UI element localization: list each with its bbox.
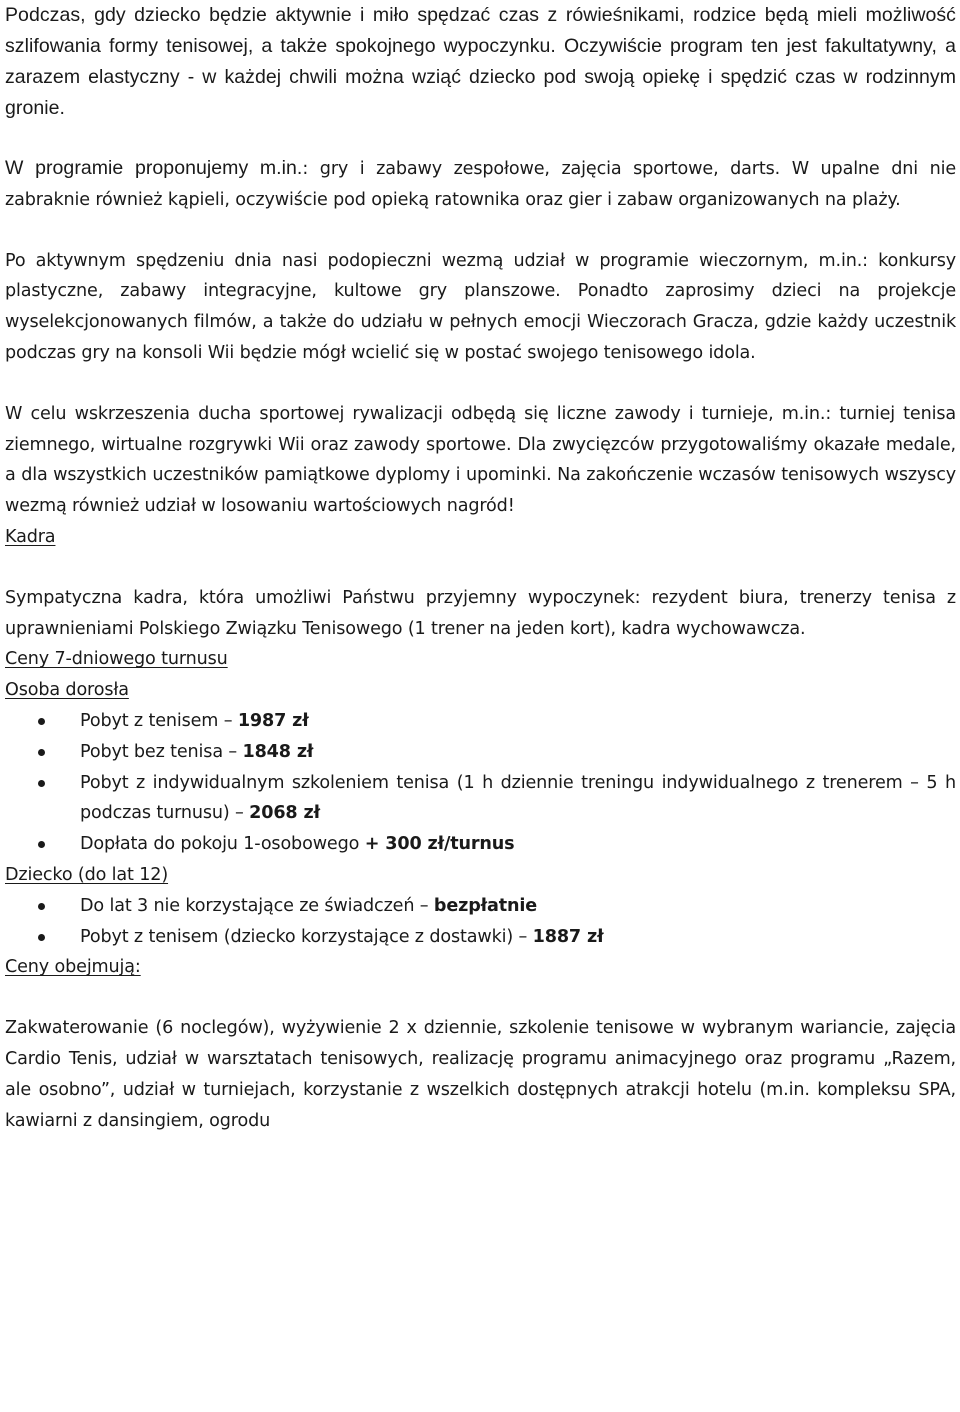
paragraph-program-offer-lead: W programie proponujemy m.in. xyxy=(5,157,303,179)
document-page xyxy=(5,0,956,1136)
heading-osoba-dorosla: Osoba dorosła xyxy=(5,680,129,701)
price-value: 2068 zł xyxy=(249,803,320,824)
paragraph-evening-program-text: Po aktywnym spędzeniu dnia nasi podopieczni wezmą udział w programie wieczornym, m.in.: konkursy plastyczne, zabawy integracyjne, kultowe gry planszowe. Ponadto zaprosimy dzieci na projekcje wyselekcjonowanych filmów, a także do udziału w pełnych emocji Wieczorach Gracza, gdzie każdy uczestnik podczas gry na konsoli Wii będzie mógł wcielić się w postać swojego tenisowego idola. xyxy=(5,250,956,363)
heading-ceny-obejmuja: Ceny obejmują: xyxy=(5,957,141,978)
heading-kadra: Kadra xyxy=(5,526,56,547)
paragraph-program-offer-text: : gry i zabawy zespołowe, zajęcia sportowe, darts. W upalne dni nie zabraknie również kąpieli, oczywiście pod opieką ratownika oraz gier i zabaw organizowanych na plaży. xyxy=(5,159,957,210)
paragraph-competitions xyxy=(5,399,956,522)
paragraph-kadra-text: Sympatyczna kadra, która umożliwi Państwu przyjemny wypoczynek: rezydent biura, trenerzy tenisa z uprawnieniami Polskiego Związku Tenisowego (1 trener na jeden kort), kadra wychowawcza. xyxy=(5,587,956,639)
price-item-label: Pobyt z tenisem – xyxy=(80,710,238,731)
paragraph-competitions-text: W celu wskrzeszenia ducha sportowej rywalizacji odbędą się liczne zawody i turnieje, m.in.: turniej tenisa ziemnego, wirtualne rozgrywki Wii oraz zawody sportowe. Dla zwycięzców przygotowaliśmy okazałe medale, a dla wszystkich uczestników pamiątkowe dyplomy i upominki. Na zakończenie wczasów tenisowych wszyscy wezmą również udział w losowaniu wartościowych nagród! xyxy=(5,403,956,517)
list-item xyxy=(5,922,956,953)
price-value: 1987 zł xyxy=(237,710,309,731)
paragraph-evening-program xyxy=(5,246,956,369)
bullet-icon xyxy=(38,780,45,787)
paragraph-ceny-obejmuja xyxy=(5,1013,956,1136)
price-item-label: Do lat 3 nie korzystające ze świadczeń – xyxy=(80,895,434,916)
paragraph-ceny-obejmuja-text: Zakwaterowanie (6 noclegów), wyżywienie 2 x dziennie, szkolenie tenisowe w wybranym wariancie, zajęcia Cardio Tenis, udział w warsztatach tenisowych, realizację programu animacyjnego oraz programu „Razem, ale osobno”, udział w turniejach, korzystanie z wszelkich dostępnych atrakcji hotelu (m.in. kompleksu SPA, kawiarni z dansingiem, ogrodu xyxy=(5,1018,956,1131)
heading-ceny-turnusu: Ceny 7-dniowego turnusu xyxy=(5,649,228,670)
heading-dziecko: Dziecko (do lat 12) xyxy=(5,864,169,885)
list-adult-prices xyxy=(5,706,956,860)
price-item-label: Pobyt z tenisem (dziecko korzystające z dostawki) – xyxy=(80,926,533,947)
bullet-icon xyxy=(38,841,45,848)
price-item-label: Dopłata do pokoju 1-osobowego xyxy=(80,834,365,855)
bullet-icon xyxy=(38,903,45,910)
bullet-icon xyxy=(38,749,45,756)
list-item xyxy=(5,829,956,860)
bullet-icon xyxy=(38,934,45,941)
price-value: + 300 zł/turnus xyxy=(364,834,515,855)
price-value: 1848 zł xyxy=(242,741,314,762)
list-item xyxy=(5,706,956,737)
list-item xyxy=(5,737,956,768)
list-item xyxy=(5,891,956,922)
paragraph-parents-program-text: Podczas, gdy dziecko będzie aktywnie i miło spędzać czas z rówieśnikami, rodzice będą mieli możliwość szlifowania formy tenisowej, a także spokojnego wypoczynku. Oczywiście program ten jest fakultatywny, a zarazem elastyczny - w każdej chwili można wziąć dziecko pod swoją opiekę i spędzić czas w rodzinnym gronie. xyxy=(5,4,956,119)
price-item-label: Pobyt bez tenisa – xyxy=(80,741,243,762)
bullet-icon xyxy=(38,718,45,725)
paragraph-program-offer xyxy=(5,153,956,216)
price-value: bezpłatnie xyxy=(433,895,538,916)
paragraph-kadra xyxy=(5,583,956,645)
price-item-label: Pobyt z indywidualnym szkoleniem tenisa (1 h dziennie treningu indywidualnego z trenerem – 5 h podczas turnusu) – xyxy=(80,772,956,824)
paragraph-parents-program xyxy=(5,0,956,124)
price-value: 1887 zł xyxy=(532,926,604,947)
list-item xyxy=(5,768,956,830)
list-child-prices xyxy=(5,891,956,953)
